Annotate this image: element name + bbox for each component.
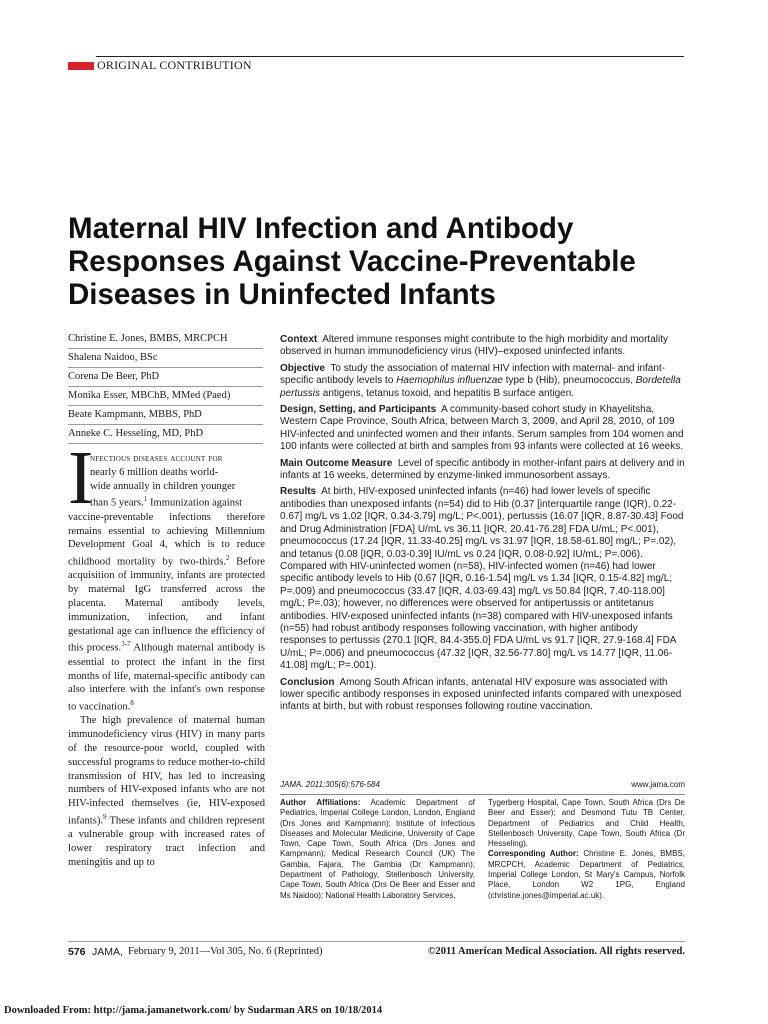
footer-rule xyxy=(68,941,685,942)
abstract-heading: Objective xyxy=(280,362,326,374)
abstract-text: antigens, tetanus toxoid, and hepatitis B surface antigen. xyxy=(322,387,575,399)
download-notice: Downloaded From: http://jama.jamanetwork.com/ by Sudarman ARS on 10/18/2014 xyxy=(4,1005,383,1016)
abstract-text: A community-based cohort study in Khayelitsha, Western Cape Province, South Africa, between March 3, 2009, and April 28, 2010, of 109 HIV-infected and uninfected women and their infants. Serum samples from 104 women and 100 infants were collected at birth and samples from 93 infants were collected at 16 weeks. xyxy=(280,404,684,453)
body-text: Before acquisition of immunity, infants are protected by maternal IgG transferred across the placenta. Maternal antibody levels, immunization, infection, and infant gestational age can influence the efficiency of this process. xyxy=(68,556,265,654)
abstract xyxy=(280,334,685,718)
body-text: The high prevalence of maternal human immunodeficiency virus (HIV) in many parts of the resource-poor world, coupled with successful programs to reduce mother-to-child transmission of HIV, has led to increasing numbers of HIV-exposed infants who are not HIV-infected themselves (ie, HIV-exposed infants). xyxy=(68,715,265,827)
abstract-heading: Design, Setting, and Participants xyxy=(280,404,437,416)
abstract-text: type b (Hib), pneumococcus, xyxy=(505,375,633,387)
author-item: Beate Kampmann, MBBS, PhD xyxy=(68,406,263,425)
journal-url[interactable]: www.jama.com xyxy=(631,780,685,789)
body-line: than 5 years. xyxy=(90,497,144,509)
abstract-conclusion xyxy=(280,677,685,714)
author-item: Christine E. Jones, BMBS, MRCPCH xyxy=(68,330,263,349)
author-item: Corena De Beer, PhD xyxy=(68,368,263,387)
corresponding-author-heading: Corresponding Author: xyxy=(488,849,579,859)
abstract-text: Among South African infants, antenatal HIV exposure was associated with lower specific antibody responses in exposed uninfected infants compared with unexposed infants at birth, but with robust responses following routine vaccination. xyxy=(280,676,682,713)
body-text: vaccine-preventable infections therefore remains essential to achieving Millennium Development Goal 4, which is to reduce childhood mortality by two-thirds. xyxy=(68,511,265,568)
reference-sup: 2 xyxy=(226,554,230,563)
drop-cap: I xyxy=(68,436,94,520)
body-paragraph xyxy=(68,511,265,715)
abstract-results xyxy=(280,486,685,672)
corresponding-author-text: Christine E. Jones, BMBS, MRCPCH, Academic Department of Pediatrics, Imperial College London, St Mary's Campus, Norfolk Place, London W2 1PG, England (christine.jones@imperial.ac.uk). xyxy=(488,849,685,900)
article-title: Maternal HIV Infection and Antibody Responses Against Vaccine-Preventable Diseases in Uninfected Infants xyxy=(68,212,636,311)
body-text: Although maternal antibody is essential to protect the infant in the first months of life, maternal-specific antibody can also interfere with the infant's own response to vaccination. xyxy=(68,642,265,713)
affiliations-text: Academic Department of Pediatrics, Imperial College London, London, England (Drs Jones and Kampmann); Institute of Infectious Diseases and Molecular Medicine, University of Cape Town, Cape Town, South Africa (Drs Jones and Kampmann); Medical Research Council (UK) The Gambia, Fajara, The Gambia (Dr Kampmann); Department of Pathology, Stellenbosch University, Cape Town, South Africa (Drs De Beer and Esser and Ms Naidoo); National Health Laboratory Services, xyxy=(280,798,476,900)
affiliations-text: Tygerberg Hospital, Cape Town, South Africa (Drs De Beer and Esser); and Desmond Tutu TB Center, Department of Pediatrics and Child Health, Stellenbosch University, Cape Town, South Africa (Dr Hesseling). xyxy=(488,798,685,849)
abstract-design xyxy=(280,404,685,454)
body-text-column xyxy=(68,452,265,870)
reference-sup: 3-7 xyxy=(121,640,131,649)
reference-sup: 1 xyxy=(143,495,148,504)
body-line: Immunization against xyxy=(147,497,243,509)
abstract-heading: Main Outcome Measure xyxy=(280,457,393,469)
abstract-text: Altered immune responses might contribute to the high morbidity and mortality observed in human immunodeficiency virus (HIV)–exposed uninfected infants. xyxy=(280,334,668,358)
issue-date: February 9, 2011—Vol 305, No. 6 (Reprinted) xyxy=(128,946,323,957)
abstract-heading: Conclusion xyxy=(280,676,335,688)
reference-sup: 8 xyxy=(130,699,134,708)
author-item: Shalena Naidoo, BSc xyxy=(68,349,263,368)
lead-smallcaps: nfectious diseases account for xyxy=(90,453,223,464)
journal-name: JAMA, xyxy=(92,946,123,958)
copyright-notice: ©2011 American Medical Association. All rights reserved. xyxy=(427,946,685,957)
affiliations-left xyxy=(280,798,475,901)
abstract-outcome xyxy=(280,458,685,483)
reference-sup: 9 xyxy=(103,813,107,822)
abstract-text: To study the association of maternal HIV infection with maternal- and infant-specific antibody levels to xyxy=(280,362,666,387)
author-item: Monika Esser, MBChB, MMed (Paed) xyxy=(68,387,263,406)
author-list xyxy=(68,330,263,444)
abstract-context xyxy=(280,334,685,359)
abstract-text: At birth, HIV-exposed uninfected infants (n=46) had lower levels of specific antibodies than unexposed infants (n=54) did to Hib (0.37 [interquartile range (IQR), 0.22-0.67] mg/L vs 1.02 [IQR, 0.34-3.79] mg/L; P<.001), pertussis (16.07 [IQR, 8.87-30.43] Food and Drug Administration [FDA] U/mL vs 36.11 [IQR, 20.41-76.28] FDA U/mL; P<.001), pneumococcus (17.24 [IQR, 11.33-40.25] mg/L vs 31.97 [IQR, 18.58-61.80] mg/L; P=.02), and tetanus (0.08 [IQR, 0.03-0.39] IU/mL vs 0.24 [IQR, 0.08-0.92] IU/mL; P=.006). Compared with HIV-uninfected women (n=58), HIV-infected women (n=46) had lower specific antibody levels to Hib (0.67 [IQR, 0.16-1.54] mg/L vs 1.34 [IQR, 0.15-4.82] mg/L; P=.009) and pneumococcus (33.47 [IQR, 4.03-69.43] mg/L vs 50.84 [IQR, 7.40-118.00] mg/L; P=.03); however, no differences were observed for antipertussis or antitetanus antibodies. HIV-exposed uninfected infants (n=38) compared with HIV-unexposed infants (n=55) had robust antibody responses following vaccination, with higher antibody responses to pertussis (270.1 [IQR, 84.4-355.0] FDA U/mL vs 91.7 [IQR, 27.9-168.4] FDA U/mL; P=.006) and pneumococcus (47.32 [IQR, 32.56-77.80] mg/L vs 14.77 [IQR, 11.06-41.08] mg/L; P=.001). xyxy=(280,486,684,672)
body-line: wide annually in children younger xyxy=(90,480,236,492)
abstract-text: Bordetella pertussis xyxy=(280,375,681,399)
affiliations-right xyxy=(488,798,685,901)
abstract-text: Haemophilus influenzae xyxy=(396,375,503,387)
abstract-divider xyxy=(280,794,685,795)
body-paragraph xyxy=(68,714,265,869)
author-item: Anneke C. Hesseling, MD, PhD xyxy=(68,425,263,444)
opening-lines xyxy=(68,452,265,511)
body-text: These infants and children represent a vulnerable group with increased rates of lower respiratory tract infection and meningitis and up to xyxy=(68,815,265,868)
section-label: ORIGINAL CONTRIBUTION xyxy=(97,58,252,72)
abstract-text: Level of specific antibody in mother-infant pairs at delivery and in infants at 16 weeks, determined by enzyme-linked immunosorbent assays. xyxy=(280,457,685,482)
abstract-heading: Results xyxy=(280,486,317,498)
affiliations-heading: Author Affiliations: xyxy=(280,798,361,807)
header-rule xyxy=(96,56,684,57)
journal-citation: JAMA. 2011;305(6):576-584 xyxy=(280,780,380,789)
page-number: 576 xyxy=(68,946,86,958)
abstract-objective xyxy=(280,363,685,400)
section-accent-bar xyxy=(68,62,94,70)
abstract-heading: Context xyxy=(280,334,318,345)
body-line: nearly 6 million deaths world- xyxy=(90,466,219,478)
